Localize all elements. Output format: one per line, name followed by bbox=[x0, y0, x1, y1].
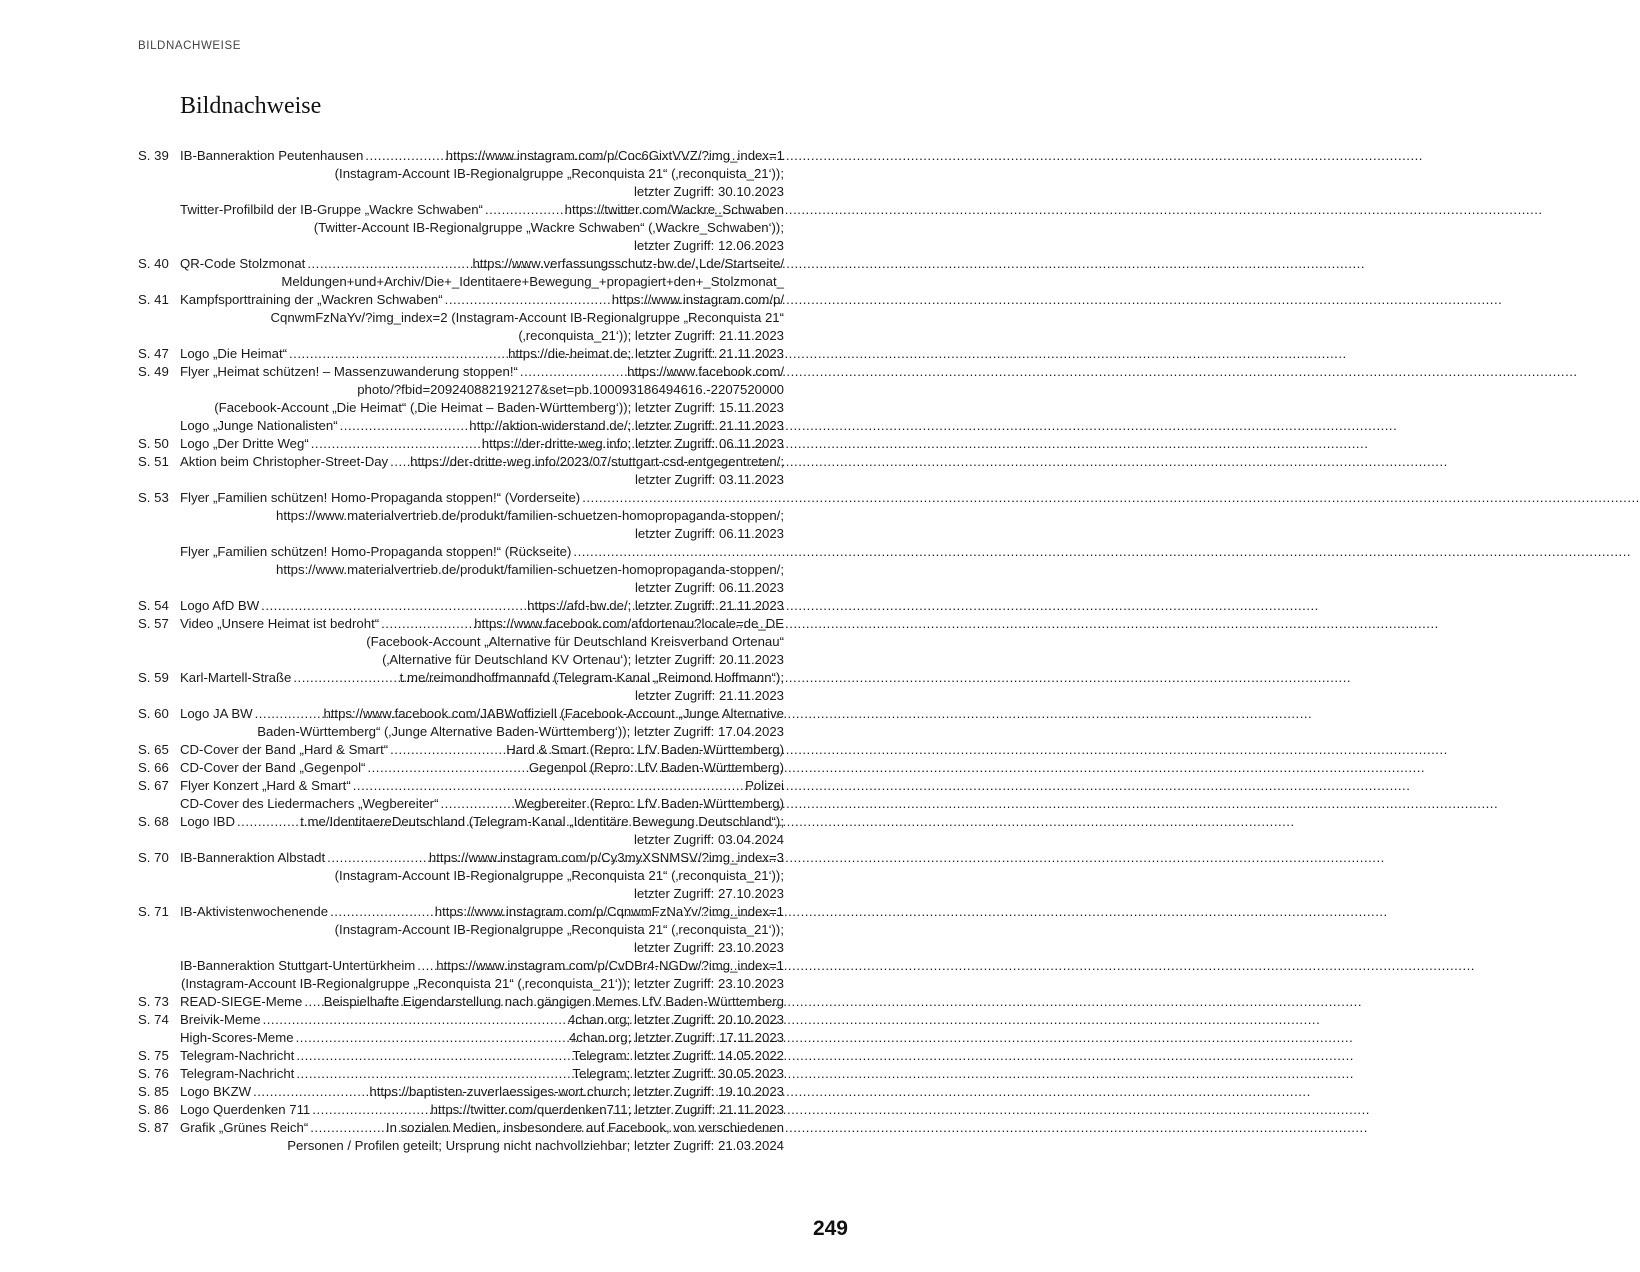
credit-content bbox=[180, 201, 784, 255]
credit-first-line bbox=[180, 363, 784, 381]
credit-continuation: CqnwmFzNaYv/?img_index=2 (Instagram-Account IB-Regionalgruppe „Reconquista 21“ bbox=[270, 310, 784, 325]
credit-entry bbox=[138, 795, 784, 813]
credit-content bbox=[180, 147, 784, 201]
credit-page-ref: S. 86 bbox=[138, 1102, 169, 1117]
credit-label: Logo „Der Dritte Weg“ bbox=[180, 436, 309, 451]
credit-entry bbox=[138, 993, 784, 1011]
credit-label: Telegram-Nachricht bbox=[180, 1066, 295, 1081]
dot-leader bbox=[296, 1029, 567, 1047]
dot-leader bbox=[340, 417, 468, 435]
credit-source: Gegenpol (Repro: LfV Baden-Württemberg) bbox=[528, 760, 784, 775]
dot-leader bbox=[520, 363, 625, 381]
credit-label: READ-SIEGE-Meme bbox=[180, 994, 303, 1009]
credit-label: Breivik-Meme bbox=[180, 1012, 261, 1027]
credit-source: https://der-dritte-weg.info; letzter Zugriff: 06.11.2023 bbox=[481, 436, 784, 451]
dot-leader bbox=[253, 1083, 367, 1101]
credit-content bbox=[180, 417, 784, 435]
credit-page-ref: S. 68 bbox=[138, 814, 169, 829]
credit-first-line bbox=[180, 1047, 784, 1065]
credit-page-ref: S. 66 bbox=[138, 760, 169, 775]
credit-entry bbox=[138, 147, 784, 201]
dot-leader bbox=[330, 903, 433, 921]
credit-first-line bbox=[180, 957, 784, 975]
credit-continuation: (Facebook-Account „Die Heimat“ (‚Die Heimat – Baden-Württemberg‘)); letzter Zugriff: 15.11.2023 bbox=[214, 400, 784, 415]
dot-leader bbox=[307, 255, 470, 273]
credit-source: https://der-dritte-weg.info/2023/07/stuttgart-csd-entgegentreten/; bbox=[410, 454, 784, 469]
credit-content bbox=[180, 1083, 784, 1101]
credit-content bbox=[180, 957, 784, 993]
credit-first-line bbox=[180, 615, 784, 633]
credit-first-line bbox=[180, 435, 784, 453]
credit-source: t.me/reimondhoffmannafd (Telegram-Kanal „Reimond Hoffmann“); bbox=[399, 670, 784, 685]
credit-first-line bbox=[180, 759, 784, 777]
credit-continuation: (Facebook-Account „Alternative für Deutschland Kreisverband Ortenau“ bbox=[366, 634, 784, 649]
credit-continuation: letzter Zugriff: 03.04.2024 bbox=[633, 832, 784, 847]
credit-page-ref: S. 60 bbox=[138, 706, 169, 721]
dot-leader bbox=[485, 201, 563, 219]
credit-entry bbox=[138, 777, 784, 795]
credit-label: Logo Querdenken 711 bbox=[180, 1102, 311, 1117]
credit-entry bbox=[138, 759, 784, 777]
credit-label: High-Scores-Meme bbox=[180, 1030, 294, 1045]
credit-entry bbox=[138, 669, 784, 705]
credit-continuation: (Instagram-Account IB-Regionalgruppe „Reconquista 21“ (‚reconquista_21‘)); bbox=[334, 868, 784, 883]
credit-page-ref: S. 74 bbox=[138, 1012, 169, 1027]
credit-source: https://twitter.com/querdenken711; letzter Zugriff: 21.11.2023 bbox=[430, 1102, 784, 1117]
dot-leader bbox=[365, 147, 443, 165]
credit-first-line bbox=[180, 255, 784, 273]
credit-content bbox=[180, 813, 784, 849]
credit-source: Hard & Smart (Repro: LfV Baden-Württemberg) bbox=[506, 742, 784, 757]
credit-first-line bbox=[180, 417, 784, 435]
credit-source: In sozialen Medien, insbesondere auf Facebook, von verschiedenen bbox=[385, 1120, 784, 1135]
credit-page-ref bbox=[138, 543, 180, 597]
dot-leader bbox=[296, 1047, 570, 1065]
credit-first-line bbox=[180, 1065, 784, 1083]
credit-content bbox=[180, 363, 784, 417]
dot-leader bbox=[311, 435, 480, 453]
credit-page-ref: S. 57 bbox=[138, 616, 169, 631]
credit-continuation: (‚reconquista_21‘)); letzter Zugriff: 21.11.2023 bbox=[518, 328, 784, 343]
credit-page-ref: S. 70 bbox=[138, 850, 169, 865]
credit-label: Kampfsporttraining der „Wackren Schwaben“ bbox=[180, 292, 443, 307]
credit-page-ref: S. 71 bbox=[138, 904, 169, 919]
credit-page-ref: S. 47 bbox=[138, 346, 169, 361]
credit-entry bbox=[138, 1065, 784, 1083]
credit-label: CD-Cover der Band „Gegenpol“ bbox=[180, 760, 366, 775]
credit-first-line bbox=[180, 741, 784, 759]
credit-page-ref bbox=[138, 957, 180, 993]
credit-entry bbox=[138, 597, 784, 615]
credit-first-line bbox=[180, 849, 784, 867]
dot-leader bbox=[293, 669, 397, 687]
credit-entry bbox=[138, 615, 784, 669]
credit-page-ref: S. 41 bbox=[138, 292, 169, 307]
dot-leader bbox=[445, 291, 610, 309]
credit-label: Twitter-Profilbild der IB-Gruppe „Wackre Schwaben“ bbox=[180, 202, 483, 217]
credit-page-ref bbox=[138, 1029, 180, 1047]
credit-continuation: https://www.materialvertrieb.de/produkt/familien-schuetzen-homopropaganda-stoppen/; bbox=[276, 562, 784, 577]
credit-page-ref: S. 49 bbox=[138, 364, 169, 379]
credit-entry bbox=[138, 1119, 784, 1155]
credit-first-line bbox=[180, 777, 784, 795]
credit-page-ref: S. 76 bbox=[138, 1066, 169, 1081]
credit-source: https://www.instagram.com/p/Coc6GixtVVZ/?img_index=1 bbox=[445, 148, 784, 163]
credit-content bbox=[180, 1119, 784, 1155]
credit-source: Polizei bbox=[745, 778, 784, 793]
credit-label: Logo AfD BW bbox=[180, 598, 260, 613]
credit-first-line bbox=[180, 669, 784, 687]
credit-content bbox=[180, 597, 784, 615]
dot-leader bbox=[289, 345, 506, 363]
dot-leader bbox=[582, 489, 782, 507]
credit-source: Beispielhafte Eigendarstellung nach gängigen Memes LfV Baden-Württemberg bbox=[323, 994, 784, 1009]
credit-continuation: (Instagram-Account IB-Regionalgruppe „Reconquista 21“ (‚reconquista_21‘)); bbox=[334, 922, 784, 937]
credit-page-ref bbox=[138, 795, 180, 813]
credit-label: Aktion beim Christopher-Street-Day bbox=[180, 454, 389, 469]
dot-leader bbox=[261, 597, 525, 615]
credit-first-line bbox=[180, 903, 784, 921]
credit-source: https://afd-bw.de/; letzter Zugriff: 21.11.2023 bbox=[527, 598, 784, 613]
credit-first-line bbox=[180, 1119, 784, 1137]
credit-first-line bbox=[180, 597, 784, 615]
dot-leader bbox=[353, 777, 743, 795]
credit-content bbox=[180, 435, 784, 453]
credit-label: CD-Cover der Band „Hard & Smart“ bbox=[180, 742, 389, 757]
credit-source: 4chan.org; letzter Zugriff: 17.11.2023 bbox=[568, 1030, 784, 1045]
credit-label: Flyer Konzert „Hard & Smart“ bbox=[180, 778, 351, 793]
credit-content bbox=[180, 669, 784, 705]
credit-first-line bbox=[180, 345, 784, 363]
credit-label: Logo „Die Heimat“ bbox=[180, 346, 288, 361]
credit-page-ref: S. 75 bbox=[138, 1048, 169, 1063]
credit-label: Logo IBD bbox=[180, 814, 235, 829]
credit-label: Logo BKZW bbox=[180, 1084, 252, 1099]
credit-entry bbox=[138, 201, 784, 255]
credit-continuation: (Twitter-Account IB-Regionalgruppe „Wackre Schwaben“ (‚Wackre_Schwaben‘)); bbox=[313, 220, 784, 235]
credit-content bbox=[180, 1065, 784, 1083]
credit-source: https://baptisten-zuverlaessiges-wort.church; letzter Zugriff: 19.10.2023 bbox=[369, 1084, 784, 1099]
dot-leader bbox=[304, 993, 321, 1011]
credit-label: Telegram-Nachricht bbox=[180, 1048, 295, 1063]
credit-entry bbox=[138, 363, 784, 417]
credit-page-ref: S. 54 bbox=[138, 598, 169, 613]
credit-page-ref: S. 85 bbox=[138, 1084, 169, 1099]
credit-source: https://www.facebook.com/ bbox=[627, 364, 784, 379]
credit-source: 4chan.org; letzter Zugriff: 20.10.2023 bbox=[567, 1012, 784, 1027]
credit-continuation: Baden-Württemberg“ (‚Junge Alternative Baden-Württemberg‘)); letzter Zugriff: 17.04.2023 bbox=[257, 724, 784, 739]
credit-content bbox=[180, 705, 784, 741]
credit-source: https://www.facebook.com/JABWoffiziell (Facebook-Account „Junge Alternative bbox=[323, 706, 784, 721]
credit-content bbox=[180, 615, 784, 669]
credit-first-line bbox=[180, 795, 784, 813]
credit-entry bbox=[138, 1047, 784, 1065]
credit-page-ref: S. 51 bbox=[138, 454, 169, 469]
dot-leader bbox=[381, 615, 472, 633]
credit-content bbox=[180, 777, 784, 795]
credit-page-ref: S. 40 bbox=[138, 256, 169, 271]
credit-entry bbox=[138, 1011, 784, 1029]
credit-first-line bbox=[180, 147, 784, 165]
credit-page-ref: S. 65 bbox=[138, 742, 169, 757]
credit-content bbox=[180, 255, 784, 291]
credit-label: CD-Cover des Liedermachers „Wegbereiter“ bbox=[180, 796, 439, 811]
credit-first-line bbox=[180, 813, 784, 831]
credit-source: Telegram; letzter Zugriff: 30.05.2023 bbox=[572, 1066, 784, 1081]
page-number: 249 bbox=[812, 1217, 848, 1240]
credit-page-ref: S. 53 bbox=[138, 490, 169, 505]
dot-leader bbox=[255, 705, 322, 723]
dot-leader bbox=[327, 849, 427, 867]
credit-continuation: (‚Alternative für Deutschland KV Ortenau‘); letzter Zugriff: 20.11.2023 bbox=[382, 652, 784, 667]
credit-content bbox=[180, 1011, 784, 1029]
credit-first-line bbox=[180, 993, 784, 1011]
credit-content bbox=[180, 903, 784, 957]
credit-content bbox=[180, 453, 784, 489]
credit-source: https://die-heimat.de; letzter Zugriff: 21.11.2023 bbox=[508, 346, 784, 361]
credit-source: https://www.verfassungsschutz-bw.de/,Lde/Startseite/ bbox=[472, 256, 784, 271]
credit-entry bbox=[138, 489, 784, 543]
credit-label: Grafik „Grünes Reich“ bbox=[180, 1120, 309, 1135]
credit-source: https://www.instagram.com/p/CqnwmFzNaYv/?img_index=1 bbox=[434, 904, 784, 919]
credit-source: Telegram: letzter Zugriff: 14.05.2022 bbox=[572, 1048, 784, 1063]
credit-entry bbox=[138, 345, 784, 363]
credit-first-line bbox=[180, 1083, 784, 1101]
credit-source: http://aktion-widerstand.de/; letzter Zugriff: 21.11.2023 bbox=[469, 418, 784, 433]
credit-entry bbox=[138, 435, 784, 453]
credit-label: Logo JA BW bbox=[180, 706, 253, 721]
credit-continuation: photo/?fbid=209240882192127&set=pb.100093186494616.-2207520000 bbox=[357, 382, 784, 397]
credit-continuation: (Instagram-Account IB-Regionalgruppe „Reconquista 21“ (‚reconquista_21‘)); letzter Zugriff: 23.10.2023 bbox=[180, 976, 784, 991]
credit-first-line bbox=[180, 1011, 784, 1029]
credit-entry bbox=[138, 1029, 784, 1047]
credit-content bbox=[180, 1029, 784, 1047]
credit-source: https://www.instagram.com/p/Cy3myXSNMSV/?img_index=3 bbox=[428, 850, 784, 865]
credit-content bbox=[180, 759, 784, 777]
credit-continuation: letzter Zugriff: 12.06.2023 bbox=[633, 238, 784, 253]
credit-first-line bbox=[180, 1101, 784, 1119]
credit-label: Flyer „Familien schützen! Homo-Propaganda stoppen!“ (Rückseite) bbox=[180, 544, 572, 559]
credit-first-line bbox=[180, 291, 784, 309]
credit-label: QR-Code Stolzmonat bbox=[180, 256, 306, 271]
credit-continuation: letzter Zugriff: 27.10.2023 bbox=[633, 886, 784, 901]
credit-content bbox=[180, 993, 784, 1011]
credit-source: https://twitter.com/Wackre_Schwaben bbox=[564, 202, 784, 217]
credit-content bbox=[180, 345, 784, 363]
dot-leader bbox=[263, 1011, 566, 1029]
credit-continuation: letzter Zugriff: 06.11.2023 bbox=[634, 526, 784, 541]
dot-leader bbox=[390, 453, 408, 471]
credit-source: https://www.facebook.com/afdortenau?locale=de_DE bbox=[474, 616, 784, 631]
credit-continuation: (Instagram-Account IB-Regionalgruppe „Reconquista 21“ (‚reconquista_21‘)); bbox=[334, 166, 784, 181]
credit-continuation: https://www.materialvertrieb.de/produkt/familien-schuetzen-homopropaganda-stoppen/; bbox=[276, 508, 784, 523]
credit-content bbox=[180, 795, 784, 813]
credit-entry bbox=[138, 957, 784, 993]
credit-entry bbox=[138, 705, 784, 741]
credit-label: Video „Unsere Heimat ist bedroht“ bbox=[180, 616, 380, 631]
dot-leader bbox=[312, 1101, 428, 1119]
credit-page-ref bbox=[138, 201, 180, 255]
credit-first-line bbox=[180, 201, 784, 219]
credit-content bbox=[180, 291, 784, 345]
credit-entry bbox=[138, 849, 784, 903]
credit-entry bbox=[138, 453, 784, 489]
dot-leader bbox=[310, 1119, 384, 1137]
credit-entry bbox=[138, 543, 784, 597]
dot-leader bbox=[296, 1065, 570, 1083]
credit-source: https://www.instagram.com/p/ bbox=[611, 292, 784, 307]
credit-content bbox=[180, 1047, 784, 1065]
credit-entry bbox=[138, 741, 784, 759]
credit-label: IB-Banneraktion Albstadt bbox=[180, 850, 326, 865]
credit-first-line bbox=[180, 489, 784, 507]
credit-page-ref: S. 73 bbox=[138, 994, 169, 1009]
dot-leader bbox=[367, 759, 526, 777]
credit-page-ref: S. 87 bbox=[138, 1120, 169, 1135]
dot-leader bbox=[417, 957, 434, 975]
dot-leader bbox=[440, 795, 512, 813]
credit-label: IB-Banneraktion Peutenhausen bbox=[180, 148, 364, 163]
credit-source: Wegbereiter (Repro: LfV Baden-Württemberg) bbox=[514, 796, 784, 811]
credit-source: https://www.instagram.com/p/CvDBr4-NGDw/?img_index=1 bbox=[436, 958, 784, 973]
credit-entry bbox=[138, 291, 784, 345]
credit-entry bbox=[138, 417, 784, 435]
credit-entry bbox=[138, 813, 784, 849]
credit-label: Karl-Martell-Straße bbox=[180, 670, 292, 685]
dot-leader bbox=[390, 741, 504, 759]
credit-page-ref: S. 50 bbox=[138, 436, 169, 451]
credit-continuation: letzter Zugriff: 23.10.2023 bbox=[633, 940, 784, 955]
credit-content bbox=[180, 1101, 784, 1119]
credit-label: IB-Aktivistenwochenende bbox=[180, 904, 329, 919]
credit-continuation: letzter Zugriff: 06.11.2023 bbox=[634, 580, 784, 595]
credit-content bbox=[180, 543, 784, 597]
credit-entry bbox=[138, 1101, 784, 1119]
dot-leader bbox=[237, 813, 298, 831]
credit-page-ref: S. 67 bbox=[138, 778, 169, 793]
credit-first-line bbox=[180, 453, 784, 471]
credit-entry bbox=[138, 255, 784, 291]
credit-source: t.me/IdentitaereDeutschland (Telegram-Kanal „Identitäre Bewegung Deutschland“); bbox=[300, 814, 784, 829]
credit-continuation: Personen / Profilen geteilt; Ursprung nicht nachvollziehbar; letzter Zugriff: 21.03.2024 bbox=[287, 1138, 784, 1153]
credit-page-ref bbox=[138, 417, 180, 435]
credit-first-line bbox=[180, 543, 784, 561]
credit-content bbox=[180, 741, 784, 759]
dot-leader bbox=[573, 543, 782, 561]
credit-continuation: letzter Zugriff: 03.11.2023 bbox=[634, 472, 784, 487]
credit-continuation: Meldungen+und+Archiv/Die+_Identitaere+Bewegung_+propagiert+den+_Stolzmonat_ bbox=[281, 274, 784, 289]
credits-list bbox=[138, 147, 784, 1155]
credit-continuation: letzter Zugriff: 21.11.2023 bbox=[634, 688, 784, 703]
credit-content bbox=[180, 489, 784, 543]
credit-first-line bbox=[180, 1029, 784, 1047]
credit-entry bbox=[138, 903, 784, 957]
credit-continuation: letzter Zugriff: 30.10.2023 bbox=[633, 184, 784, 199]
credit-label: Flyer „Familien schützen! Homo-Propaganda stoppen!“ (Vorderseite) bbox=[180, 490, 581, 505]
credit-entry bbox=[138, 1083, 784, 1101]
credit-page-ref: S. 59 bbox=[138, 670, 169, 685]
credit-label: IB-Banneraktion Stuttgart-Untertürkheim bbox=[180, 958, 416, 973]
running-head: BILDNACHWEISE bbox=[138, 40, 242, 52]
credit-page-ref: S. 39 bbox=[138, 148, 169, 163]
page-title: Bildnachweise bbox=[180, 93, 322, 119]
credit-label: Logo „Junge Nationalisten“ bbox=[180, 418, 338, 433]
credit-first-line bbox=[180, 705, 784, 723]
credit-label: Flyer „Heimat schützen! – Massenzuwanderung stoppen!“ bbox=[180, 364, 518, 379]
credit-content bbox=[180, 849, 784, 903]
